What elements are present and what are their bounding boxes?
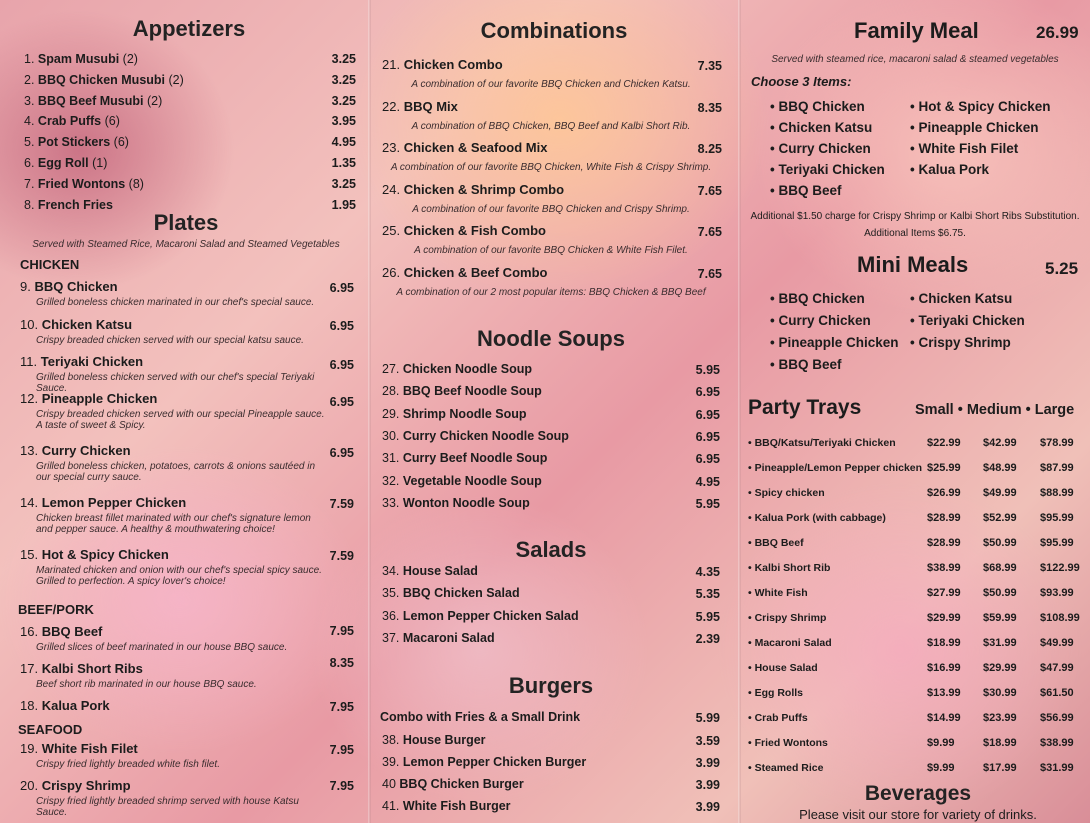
party-tray-name: • Steamed Rice (748, 762, 824, 774)
item-number: 31. (382, 451, 400, 466)
party-tray-name: • BBQ Beef (748, 537, 804, 549)
item-price: 8.35 (329, 656, 354, 670)
family-option: • Curry Chicken (770, 141, 871, 156)
item-number: 17. (20, 661, 39, 676)
item-quantity: (6) (104, 114, 120, 129)
mini-option: • Pineapple Chicken (770, 335, 899, 350)
combination-item (382, 223, 546, 238)
item-price: 6.95 (329, 395, 354, 409)
item-name: Lemon Pepper Chicken Salad (402, 608, 579, 623)
party-price-small: $28.99 (927, 537, 961, 549)
item-number: 35. (382, 586, 400, 601)
burgers-title: Burgers (508, 673, 594, 698)
plate-item (20, 624, 102, 639)
party-price-large: $93.99 (1040, 587, 1074, 599)
party-price-large: $95.99 (1040, 537, 1074, 549)
noodle-item (382, 407, 526, 421)
party-price-medium: $29.99 (983, 662, 1017, 674)
party-price-small: $16.99 (927, 662, 961, 674)
item-price: 3.25 (331, 72, 356, 87)
party-price-large: $31.99 (1040, 762, 1074, 774)
item-price: 8.25 (697, 142, 722, 157)
item-name: Chicken Noodle Soup (402, 362, 533, 376)
appetizer-item (24, 94, 162, 108)
item-number: 11. (20, 354, 38, 369)
party-tray-name: • Crab Puffs (748, 712, 808, 724)
mini-meals-price: 5.25 (1045, 259, 1079, 278)
combination-item (382, 265, 547, 280)
party-price-small: $14.99 (927, 712, 961, 724)
item-description: Grilled boneless chicken marinated in our chef's special sauce. (36, 297, 315, 308)
family-option: • Pineapple Chicken (910, 120, 1039, 135)
item-price: 6.95 (329, 319, 354, 333)
item-name: Curry Chicken (41, 443, 131, 458)
item-name: House Burger (402, 733, 486, 747)
party-price-small: $28.99 (927, 512, 961, 524)
panel-middle (370, 0, 738, 823)
item-price: 5.95 (695, 609, 720, 624)
item-number: 34. (382, 564, 400, 578)
beverages-title: Beverages (864, 782, 972, 805)
combination-item (382, 140, 547, 155)
party-tray-name: • Egg Rolls (748, 687, 804, 699)
party-price-small: $9.99 (927, 737, 955, 749)
item-name: BBQ Chicken Musubi (37, 72, 166, 87)
party-tray-name: • Spicy chicken (748, 487, 825, 499)
item-number: 26. (382, 265, 401, 280)
party-tray-name: • White Fish (748, 587, 808, 599)
plate-item (20, 661, 143, 676)
item-number: 5. (24, 135, 35, 150)
item-name: Pot Stickers (37, 135, 111, 150)
item-price: 3.99 (695, 756, 720, 770)
item-price: 7.59 (329, 497, 354, 511)
party-price-small: $25.99 (927, 462, 961, 474)
item-number: 23. (382, 140, 401, 156)
item-description: Crispy breaded chicken served with our special Pineapple sauce. A taste of sweet & Spicy. (36, 409, 325, 431)
item-description: A combination of our favorite BBQ Chicken & White Fish Filet. (414, 245, 688, 257)
item-number: 13. (20, 443, 39, 458)
mini-option: • Crispy Shrimp (910, 335, 1011, 350)
item-number: 25. (382, 223, 401, 239)
salad-item (382, 609, 579, 623)
family-option: • White Fish Filet (910, 141, 1019, 156)
item-description: A combination of our favorite BBQ Chicken and Crispy Shrimp. (412, 203, 690, 215)
party-price-large: $61.50 (1040, 687, 1074, 699)
appetizer-item (24, 73, 184, 87)
party-price-medium: $68.99 (983, 562, 1017, 574)
noodle-item (382, 429, 569, 443)
party-price-medium: $23.99 (983, 712, 1017, 724)
item-number: 14. (20, 495, 39, 510)
item-name: Kalua Pork (41, 698, 110, 713)
noodle-item (382, 496, 530, 510)
item-price: 7.65 (697, 183, 722, 198)
salad-item (382, 631, 495, 645)
item-name: BBQ Mix (403, 98, 458, 114)
party-tray-name: • Kalbi Short Rib (748, 562, 831, 574)
item-price: 8.35 (697, 100, 722, 115)
party-price-large: $108.99 (1040, 612, 1080, 624)
seafood-heading: SEAFOOD (18, 722, 83, 737)
item-name: Crab Puffs (37, 114, 102, 129)
item-name: Crispy Shrimp (41, 778, 131, 793)
item-price: 3.25 (331, 52, 356, 66)
item-price: 3.99 (695, 778, 720, 792)
item-number: 8. (24, 197, 35, 212)
item-price: 7.59 (329, 549, 354, 563)
burger-combo-price: 5.99 (695, 711, 720, 725)
party-tray-name: • Macaroni Salad (748, 637, 832, 649)
item-number: 40 (382, 777, 396, 791)
item-price: 4.95 (331, 135, 356, 150)
item-number: 18. (20, 698, 39, 713)
item-name: Egg Roll (37, 156, 89, 170)
item-price: 5.35 (695, 587, 720, 602)
party-price-medium: $59.99 (983, 612, 1017, 624)
party-tray-name: • Kalua Pork (with cabbage) (748, 512, 886, 524)
family-choose-label: Choose 3 Items: (751, 74, 852, 89)
appetizer-item (24, 114, 120, 128)
party-price-small: $27.99 (927, 587, 961, 599)
appetizer-item (24, 156, 107, 170)
plate-item (20, 698, 110, 713)
item-price: 7.65 (697, 267, 722, 281)
item-price: 1.95 (331, 197, 356, 212)
item-description: Crispy fried lightly breaded white fish filet. (36, 759, 220, 770)
party-tray-name: • BBQ/Katsu/Teriyaki Chicken (748, 437, 896, 449)
noodle-item (382, 474, 542, 488)
item-price: 5.95 (695, 496, 720, 511)
combination-item (382, 57, 503, 72)
plate-item (20, 495, 186, 510)
item-name: Curry Chicken Noodle Soup (402, 428, 569, 443)
noodle-soups-title: Noodle Soups (477, 326, 625, 351)
item-number: 29. (382, 406, 400, 421)
party-price-small: $26.99 (927, 487, 961, 499)
burger-item (382, 755, 586, 769)
party-sizes-header: Small • Medium • Large (915, 402, 1075, 418)
panel-right (740, 0, 1090, 823)
item-name: White Fish Burger (402, 799, 511, 813)
party-tray-name: • Fried Wontons (748, 737, 828, 749)
appetizers-title: Appetizers (132, 16, 246, 41)
plates-subtitle: Served with Steamed Rice, Macaroni Salad and Steamed Vegetables (32, 239, 340, 250)
item-number: 1. (24, 52, 35, 66)
panel-left (0, 0, 368, 823)
item-number: 21. (382, 57, 401, 72)
item-price: 1.35 (331, 156, 356, 170)
item-number: 9. (20, 279, 31, 294)
item-name: Wonton Noodle Soup (402, 495, 530, 510)
item-name: Lemon Pepper Chicken (41, 495, 187, 510)
item-name: Chicken Combo (403, 57, 503, 72)
item-number: 30. (382, 428, 400, 443)
item-price: 6.95 (695, 429, 720, 444)
party-price-large: $47.99 (1040, 662, 1074, 674)
item-number: 27. (382, 362, 400, 376)
family-option: • BBQ Beef (770, 183, 842, 198)
noodle-item (382, 384, 542, 398)
item-name: Vegetable Noodle Soup (402, 473, 542, 488)
item-price: 3.59 (695, 734, 720, 748)
party-price-medium: $49.99 (983, 487, 1017, 499)
salad-item (382, 586, 520, 600)
item-number: 16. (20, 624, 39, 639)
item-price: 4.95 (695, 474, 720, 489)
item-price: 6.95 (695, 452, 720, 467)
item-description: Grilled slices of beef marinated in our house BBQ sauce. (36, 642, 288, 653)
item-price: 2.39 (695, 631, 720, 646)
item-number: 32. (382, 473, 400, 488)
item-name: Fried Wontons (37, 176, 126, 191)
item-number: 12. (20, 391, 39, 406)
combination-item (382, 99, 458, 114)
party-price-small: $13.99 (927, 687, 961, 699)
item-name: Spam Musubi (37, 52, 120, 66)
item-number: 22. (382, 98, 401, 114)
item-number: 15. (20, 547, 39, 562)
item-name: Pineapple Chicken (41, 391, 158, 406)
plate-item (20, 741, 138, 756)
item-price: 6.95 (329, 358, 354, 372)
family-option: • Chicken Katsu (770, 120, 873, 135)
party-price-medium: $31.99 (983, 637, 1017, 649)
item-number: 41. (382, 799, 400, 813)
burger-item (382, 777, 524, 791)
party-price-large: $95.99 (1040, 512, 1074, 524)
item-quantity: (2) (168, 72, 184, 87)
noodle-item (382, 451, 547, 465)
item-price: 7.95 (329, 700, 354, 714)
item-name: BBQ Beef Noodle Soup (402, 384, 542, 399)
party-price-medium: $30.99 (983, 687, 1017, 699)
item-name: Shrimp Noodle Soup (402, 406, 527, 421)
item-price: 6.95 (329, 281, 354, 295)
party-price-small: $18.99 (927, 637, 961, 649)
family-note-substitution: Additional $1.50 charge for Crispy Shrimp or Kalbi Short Ribs Substitution. (750, 211, 1080, 222)
party-price-large: $78.99 (1040, 437, 1074, 449)
family-option: • Teriyaki Chicken (770, 162, 885, 177)
family-option: • Hot & Spicy Chicken (910, 99, 1051, 114)
mini-option: • BBQ Chicken (770, 291, 865, 306)
party-price-small: $22.99 (927, 437, 961, 449)
item-number: 36. (382, 608, 400, 623)
item-price: 6.95 (695, 407, 720, 422)
item-number: 38. (382, 733, 400, 747)
item-price: 7.95 (329, 743, 354, 757)
item-name: Chicken & Shrimp Combo (403, 181, 565, 197)
item-name: Lemon Pepper Chicken Burger (402, 755, 587, 769)
item-name: Chicken & Fish Combo (403, 223, 546, 239)
item-price: 4.35 (695, 565, 720, 579)
item-price: 7.35 (697, 59, 722, 73)
party-price-small: $29.99 (927, 612, 961, 624)
item-name: BBQ Chicken Salad (402, 586, 520, 601)
item-price: 7.95 (329, 624, 354, 638)
item-name: Teriyaki Chicken (40, 354, 144, 369)
combination-item (382, 182, 564, 197)
item-name: Chicken Katsu (41, 317, 133, 332)
party-price-medium: $17.99 (983, 762, 1017, 774)
plate-item (20, 778, 131, 793)
item-description: Crispy fried lightly breaded shrimp served with house Katsu Sauce. (36, 796, 299, 818)
party-tray-name: • Pineapple/Lemon Pepper chicken (748, 462, 923, 474)
item-price: 5.95 (695, 363, 720, 377)
burger-combo-label: Combo with Fries & a Small Drink (380, 710, 581, 724)
party-price-large: $38.99 (1040, 737, 1074, 749)
item-name: House Salad (402, 564, 478, 578)
party-price-large: $56.99 (1040, 712, 1074, 724)
item-quantity: (8) (128, 176, 144, 191)
item-name: Hot & Spicy Chicken (41, 547, 169, 562)
item-name: Chicken & Beef Combo (403, 265, 548, 280)
item-number: 24. (382, 181, 401, 197)
item-number: 6. (24, 156, 35, 170)
item-quantity: (2) (122, 52, 138, 66)
family-meal-title: Family Meal (854, 18, 979, 43)
item-description: Marinated chicken and onion with our chef's special spicy sauce. Grilled to perfection. A spicy lover's choice! (36, 565, 322, 587)
burger-item (382, 733, 486, 747)
item-name: Kalbi Short Ribs (41, 661, 143, 676)
noodle-item (382, 362, 532, 376)
item-price: 3.25 (331, 93, 356, 108)
item-number: 10. (20, 317, 39, 332)
mini-option: • Teriyaki Chicken (910, 313, 1025, 328)
family-note-additional: Additional Items $6.75. (864, 228, 966, 239)
appetizer-item (24, 177, 144, 191)
plate-item (20, 547, 169, 562)
item-description: A combination of our 2 most popular items: BBQ Chicken & BBQ Beef (396, 287, 706, 298)
mini-option: • Curry Chicken (770, 313, 871, 328)
item-price: 3.25 (331, 176, 356, 191)
appetizer-item (24, 135, 129, 149)
item-description: A combination of BBQ Chicken, BBQ Beef and Kalbi Short Rib. (411, 120, 691, 132)
chicken-heading: CHICKEN (20, 257, 80, 272)
mini-meals-title: Mini Meals (857, 252, 969, 277)
plates-title: Plates (153, 210, 219, 235)
item-price: 7.95 (329, 779, 354, 793)
item-name: Curry Beef Noodle Soup (402, 451, 548, 466)
item-price: 3.99 (695, 800, 720, 814)
combinations-title: Combinations (480, 18, 628, 43)
item-name: BBQ Beef (41, 624, 103, 639)
item-description: Grilled boneless chicken, potatoes, carrots & onions sautéed in our special curry sauce. (36, 461, 316, 483)
item-number: 33. (382, 495, 400, 510)
family-option: • BBQ Chicken (770, 99, 865, 114)
party-tray-name: • Crispy Shrimp (748, 612, 827, 624)
mini-option: • Chicken Katsu (910, 291, 1013, 306)
party-price-large: $88.99 (1040, 487, 1074, 499)
item-price: 7.65 (697, 225, 722, 240)
item-name: French Fries (37, 197, 113, 212)
plate-item (20, 391, 157, 406)
item-description: A combination of our favorite BBQ Chicken and Chicken Katsu. (411, 79, 691, 90)
item-quantity: (1) (92, 156, 108, 170)
item-description: Grilled boneless chicken served with our chef's special Teriyaki Sauce. (36, 372, 315, 394)
item-price: 3.95 (331, 114, 356, 129)
party-price-large: $122.99 (1040, 562, 1080, 574)
item-description: Crispy breaded chicken served with our special katsu sauce. (36, 335, 304, 346)
salad-item (382, 564, 478, 578)
party-price-medium: $52.99 (983, 512, 1017, 524)
item-number: 19. (20, 741, 39, 756)
item-number: 2. (24, 72, 35, 87)
mini-option: • BBQ Beef (770, 357, 842, 372)
party-price-medium: $42.99 (983, 437, 1017, 449)
item-number: 37. (382, 630, 400, 645)
party-price-large: $87.99 (1040, 462, 1074, 474)
item-name: Chicken & Seafood Mix (403, 140, 548, 156)
plate-item (20, 279, 118, 294)
item-description: Chicken breast fillet marinated with our chef's signature lemon and pepper sauce. A healthy & mouthwatering choice! (36, 513, 311, 535)
appetizer-item (24, 52, 138, 66)
item-number: 3. (24, 93, 35, 108)
item-name: BBQ Chicken (34, 279, 118, 294)
item-price: 6.95 (695, 385, 720, 400)
plate-item (20, 317, 132, 332)
plate-item (20, 443, 131, 458)
item-description: Beef short rib marinated in our house BBQ sauce. (36, 679, 257, 690)
family-meal-subtitle: Served with steamed rice, macaroni salad & steamed vegetables (771, 54, 1059, 65)
item-quantity: (2) (146, 93, 163, 108)
party-tray-name: • House Salad (748, 662, 818, 674)
item-name: BBQ Beef Musubi (37, 93, 144, 108)
party-price-medium: $18.99 (983, 737, 1017, 749)
party-price-medium: $48.99 (983, 462, 1017, 474)
item-name: White Fish Filet (41, 741, 138, 756)
party-trays-title: Party Trays (748, 396, 862, 419)
burger-item (382, 799, 511, 813)
item-number: 20. (20, 778, 39, 793)
party-price-small: $9.99 (927, 762, 955, 774)
plate-item (20, 354, 143, 369)
party-price-large: $49.99 (1040, 637, 1074, 649)
beef-pork-heading: BEEF/PORK (18, 602, 94, 617)
party-price-medium: $50.99 (983, 537, 1017, 549)
item-price: 6.95 (329, 446, 354, 460)
item-description: A combination of our favorite BBQ Chicken, White Fish & Crispy Shrimp. (390, 162, 712, 174)
item-quantity: (6) (113, 135, 129, 150)
item-name: BBQ Chicken Burger (399, 777, 524, 791)
item-number: 39. (382, 755, 400, 769)
party-price-small: $38.99 (927, 562, 961, 574)
item-number: 4. (24, 114, 35, 129)
family-meal-price: 26.99 (1036, 23, 1079, 42)
family-option: • Kalua Pork (910, 162, 990, 177)
party-price-medium: $50.99 (983, 587, 1017, 599)
salads-title: Salads (515, 537, 587, 562)
item-number: 28. (382, 384, 400, 399)
item-number: 7. (24, 176, 35, 191)
beverages-note: Please visit our store for variety of drinks. (799, 807, 1037, 822)
item-name: Macaroni Salad (402, 630, 495, 645)
